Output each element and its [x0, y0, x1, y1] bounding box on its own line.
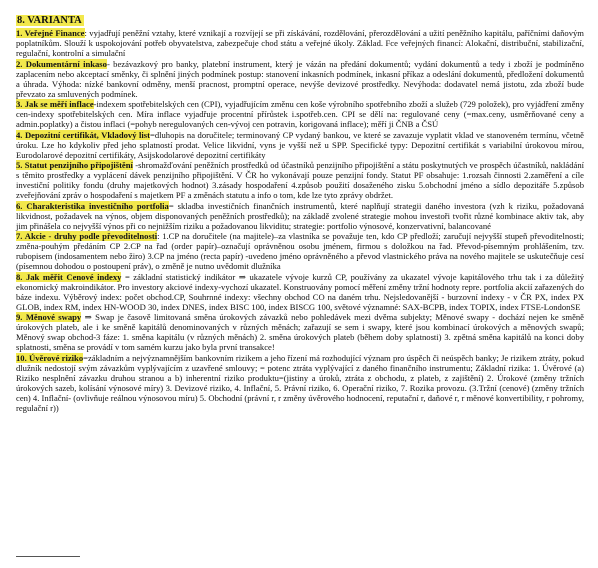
- item-text: - bezávazkový pro banky, platební instrument, který je vázán na předání dokumentů; vydání dokumentů a tedy i zboží je podmíněno zaplacením nebo akceptací směnky, či splnění jiných podmínek postup: stanovení inkasních podmínek, inkasní příkaz a odeslání dokumentů, předložení dokumentů a úhrada. Výhoda: nízké bankovní odměny, menší pracnost, promptní operace, nevýše devizové prostředky. Nevýhoda: dodavatel nemá jistotu, zda zboží bude převzato za smluvených podmínek.: [16, 58, 584, 99]
- item-text: = základní statistický indikátor ⇒ ukazatele vývoje kurzů CP, používány za ukazatel vývoje kapitálového trhu tak i za důležitý ekonomický makroindikátor. Pro investory akciové indexy-vychozí ukazatel. Konstruovány pomocí měření změny tržní hodnoty repre. portfolia akcií zařazených do báze indexu. Výběrový index: počet obchod.CP, Souhrnné indexy: všechny obchod CO na daném trhu. Nejsledovanější - burzovní indexy - v ČR PX, index PX GLOB, index RM, index HN-WOOD 30, index DNES, index BISC 100, index BISCG 100, světové významné: SAX-BCPB, index TOPIX, index FTSE-LondonSE: [16, 271, 584, 312]
- item-deposit-certificate: [16, 130, 584, 160]
- item-credit-risk: [16, 353, 584, 413]
- item-text: = skladba investičních finančních instrumentů, které naplňují strategii daného investora (vzh k riziku, požadovaná likvidnost, požadavek na výnos, objem disponovaných peněžních prostředků); na základě zvolené strategie mohou investoři tvořit různé kombinace aktiv tak, aby jim přinášela co nejvyšší výnos při co nejnižším riziku a požadovanou likviditu; strategie: portfolio výnosové, konzervativní, balancované: [16, 200, 584, 231]
- item-text: : 1.CP na doručitele (na majitele)–za vlastníka se považuje ten, kdo CP předloží; zaručují nejvyšší stupeň převoditelnosti; změna-pouhým předáním CP 2.CP na řad (order papír)–označují oprávněnou osobu jménem, firmou s doložkou na řad. Převod-písemným prohlášením, tzv. rubopisem (indosamentem nebo žiro) 3.CP na jméno (recta papír) -uvedeno jméno oprávněného a převod vlastnického práva na nového majitele se uskutečňuje cesí (písemnou dohodou o postoupení práv), o změně je nutno uvědomit dlužníka: [16, 231, 584, 271]
- item-investment-portfolio: [16, 201, 584, 231]
- item-shares-transferability: [16, 231, 584, 271]
- item-heading: 8. Jak měřit Cenové indexy: [16, 271, 122, 282]
- item-heading: 6. Charakteristika investičního portfolia: [16, 200, 169, 211]
- item-heading: 10. Úvěrové riziko: [16, 352, 84, 363]
- item-text: =dluhopis na doručitele; terminovaný CP vydaný bankou, ve které se zavazuje vyplatit vklad ve stanoveném termínu, včetně úroku. Lze ho kdykoliv před jeho splatností prodat. Velice likvidní, vyns je vyšší než u SPP. Specifické typy: Depozitní certifikát s variabilní úrokovou mírou, Eurodolarové depozitní certifikáty, Asijskodolarové depozitní certifikáty: [16, 129, 584, 160]
- item-text: =základním a nejvýznamnějším bankovním rizikem a jeho řízení má rozhodující význam pro úspěch či neúspěch banky; Je rizikem ztráty, pokud dlužník nedostojí svým závazkům vyplývajícím z uzavřené smlouvy; = potenc ztráta vyplývající z daného finančního instrumentu; Základní rizika: 1. Úvěrové (a) Riziko nesplnění závazku druhou stranou a b) inherentní riziko produktu=(jistiny a úroků, ztráta z obchodu, z plateb, z zajištění) 2. Úrokové (změny tržních úrokových sazeb, kolísání výnosové míry) 3. Devizové riziko, 4. Inflační, 5. Právní riziko, 6. Operační riziko, 7. Rozika provozu. (3.Tržní (cenové) (změny tržních cen) 4. Inflační- (ovlivňuje reálnou výnosovou míru) 5. Obchodní (právní r, r změny úvěrového hodnocení, reputační r, daňové r, r měnové konvertibility, r pohromy, regulační r)): [16, 352, 585, 413]
- item-pension-statute: [16, 160, 584, 200]
- item-heading: 5. Statut penzijního připojištění: [16, 160, 133, 170]
- item-currency-swaps: [16, 312, 584, 352]
- item-heading: 4. Depozitní certifikát, Vkladový list: [16, 129, 150, 140]
- item-text: ⇒ Swap je časově limitovaná směna úrokových závazků nebo pohledávek mezi dvěma subjekty; Měnové swapy - dochází nejen ke směně úrokových plateb, ale i ke směně kapitálů denominovaných v různých měnách; zařazují se sem i swapy, které jsou kombinací úrokových a měnových swapů; Měnový swap obchod-3 fáze: 1. směna kapitálu (v různých měnách) 2. směna úrokových plateb (během doby splatnosti) 3. zpětná směna kapitálů na konci doby splatnosti, směna se provádí v tom samém kurzu jako byla první transakce!: [16, 312, 584, 352]
- item-text: -shromažďování peněžních prostředků od účastníků penzijního připojištění a státu poskytnutých ve prospěch účastníků, nakládání s těmito prostředky a vyplácení dávek penzijního připojištění. V ČR ho vykonávají pouze penzijní fondy. Statut PF obsahuje: 1.rozsah činnosti 2.zaměření a cíle investiční politiky fondu (druhy majetkových hodnot) 3.zásady hospodaření 4.způsob použití dosaženého zisku 5.obchodní jméno a sídlo depozitáře 5.způsob zveřejňování zpráv o hospodaření s majetkem PF a změnách statutu a info o tom, kde lze tyto zprávy obdržet.: [16, 160, 585, 200]
- item-price-indexes: [16, 272, 584, 312]
- item-heading: 2. Dokumentární inkaso: [16, 58, 107, 69]
- item-public-finance: [16, 28, 584, 58]
- item-heading: 1. Veřejné Finance: [16, 28, 85, 38]
- variant-title: 8. VARIANTA: [17, 15, 82, 26]
- item-heading: 9. Měnové swapy: [16, 312, 82, 322]
- footnote-divider: [16, 556, 80, 557]
- item-text: -indexem spotřebitelských cen (CPI), vyjadřujícím změnu cen koše výrobního spotřebního zboží a služeb (729 položek), pro vyjádření změny cen-indexy spotřebitelských cen. Míra inflace vyjadřuje procentní přírůstek i.spotřeb.cen. CPI se dělí na: regulované ceny (=max.ceny, usměrňované ceny a admin.poplatky) a čistou inflaci (=pohyb neregulovaných cen-vývoj cen potravin, korigovaná inflace); měří ji ČNB a ČSÚ: [16, 99, 584, 129]
- item-documentary-collection: [16, 59, 584, 99]
- item-heading: 3. Jak se měří inflace: [16, 99, 94, 109]
- item-text: : vyjadřují peněžní vztahy, které vznikají a rozvíjejí se při získávání, rozdělování, přerozdělování a užití peněžního kapitálu, paříčními daňovým poplatníkům. Slouží k uspokojování potřeb obyvatelstva, zabezpečuje chod státu a veřejné úkoly. Základ. Fce veřejných financí: Alokační, distribuční, stabilizační, regulační, kontrolní a simulační: [16, 28, 584, 58]
- item-heading: 7. Akcie - druhy podle převoditelnosti: [16, 231, 158, 241]
- item-inflation-measurement: [16, 99, 584, 129]
